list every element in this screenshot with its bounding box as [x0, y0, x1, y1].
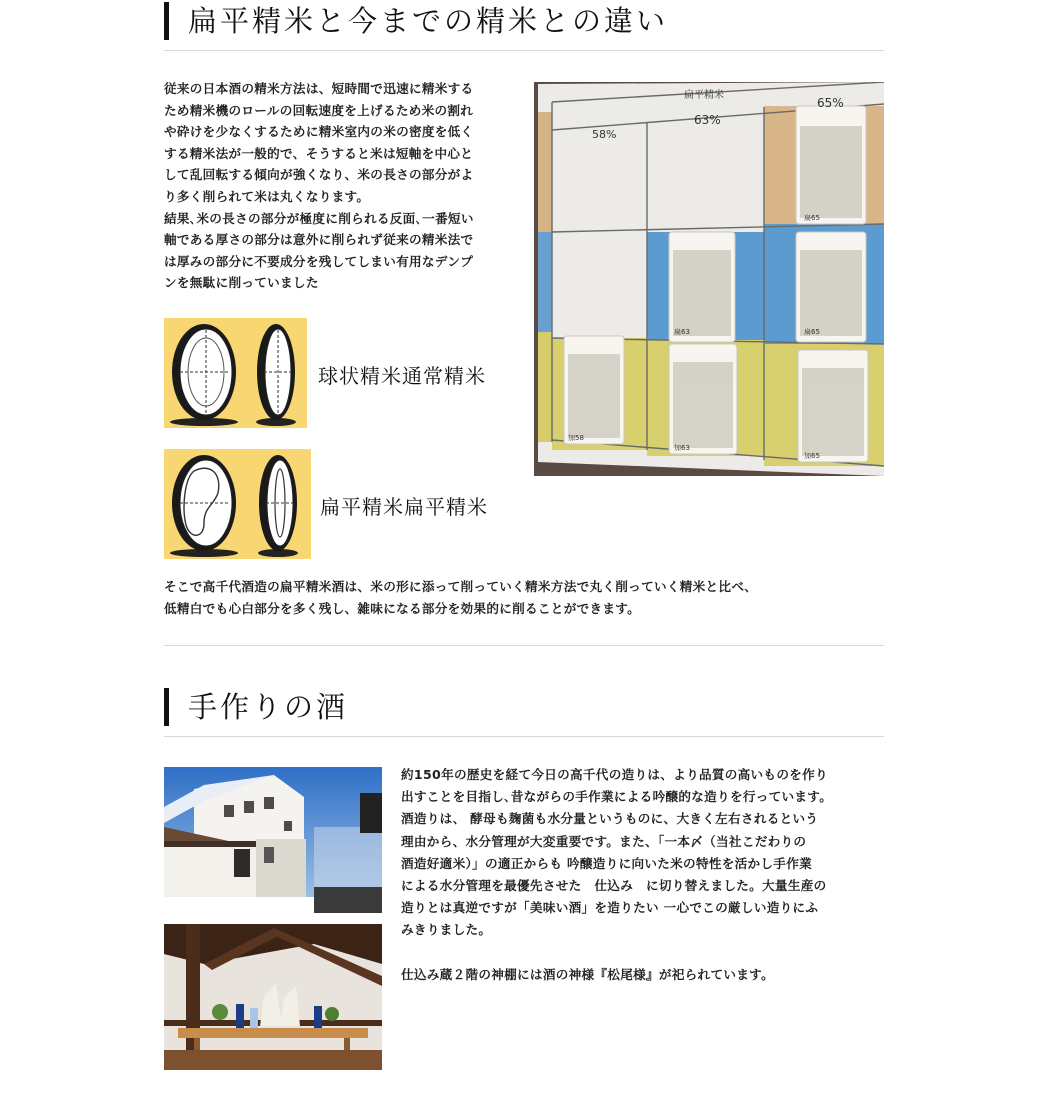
body-line: 酒造好適米）」の適正からも 吟醸造りに向いた米の特性を活かし手作業 [401, 855, 812, 871]
body-line: みきりました。 [401, 922, 492, 938]
photo-header: 扁平精米 [684, 90, 724, 101]
intro-line: や砕けを少なくするために精米室内の米の密度を低く [164, 124, 474, 140]
handmade-paragraph [401, 764, 891, 942]
kamidana-shrine-photo [164, 924, 382, 1070]
intro-line: して乱回転する傾向が強くなり、米の長さの部分がよ [164, 167, 474, 183]
section-title-handmade: 手作りの酒 [188, 690, 349, 724]
intro-line: ため精米機のロールの回転速度を上げるため米の割れ [164, 102, 474, 118]
section-header-polishing [164, 0, 884, 51]
spherical-polishing-diagram [164, 318, 307, 428]
photo-column-58: 58% [592, 128, 617, 141]
brewery-building-photo [164, 767, 382, 913]
body-line: 造りとは真逆ですが「美味い酒」を造りたい 一心でこの厳しい造りにふ [401, 900, 819, 916]
photo-column-65: 65% [817, 96, 844, 110]
intro-line: 結果､米の長さの部分が極度に削られる反面､一番短い [164, 210, 474, 226]
flat-polishing-diagram [164, 449, 311, 559]
spherical-polishing-label: 球状精米通常精米 [318, 364, 486, 388]
intro-line: り多く削られて米は丸くなります。 [164, 188, 370, 204]
heading-accent-bar [164, 2, 169, 40]
polishing-comparison-photo [534, 82, 884, 476]
shrine-sentence: 仕込み蔵２階の神棚には酒の神様『松尾様』が祀られています。 [401, 967, 774, 982]
body-line: 理由から、水分管理が大変重要です。また、「一本〆（当社こだわりの [401, 833, 807, 849]
intro-line: ンを無駄に削っていました [164, 275, 319, 291]
bag-label: 加63 [674, 444, 690, 452]
section-title-polishing: 扁平精米と今までの精米との違い [188, 4, 669, 38]
body-line: 約150年の歴史を経て今日の高千代の造りは、より品質の高いものを作り [401, 767, 828, 782]
bag-label: 扁65 [804, 328, 820, 336]
summary-line: そこで高千代酒造の扁平精米酒は、米の形に添って削っていく精米方法で丸く削っていく精米と比べ、 [164, 579, 758, 594]
photo-column-63: 63% [694, 113, 721, 127]
summary-line: 低精白でも心白部分を多く残し、雑味になる部分を効果的に削ることができます。 [164, 601, 641, 616]
bag-label: 扁65 [804, 214, 820, 222]
heading-accent-bar [164, 688, 169, 726]
intro-line: 軸である厚さの部分は意外に削られず従来の精米法で [164, 232, 474, 248]
intro-paragraph [164, 78, 529, 294]
body-line: 酒造りは、 酵母も麹菌も水分量というものに、大きく左右されるという [401, 811, 819, 827]
body-line: 出すことを目指し､昔ながらの手作業による吟醸的な造りを行っています。 [401, 789, 833, 805]
body-line: による水分管理を最優先させた 仕込み に切り替えました。大量生産の [401, 878, 827, 894]
section-divider [164, 645, 884, 646]
bag-label: 加65 [804, 452, 820, 460]
flat-polishing-label: 扁平精米扁平精米 [320, 495, 488, 519]
intro-line: 従来の日本酒の精米方法は、短時間で迅速に精米する [164, 81, 474, 96]
intro-line: する精米法が一般的で、そうすると米は短軸を中心と [164, 145, 474, 161]
bag-label: 加58 [568, 434, 584, 442]
bag-label: 扁63 [674, 328, 690, 336]
intro-line: は厚みの部分に不要成分を残してしまい有用なデンプ [164, 253, 474, 269]
summary-paragraph [164, 576, 884, 620]
section-header-handmade [164, 686, 884, 737]
